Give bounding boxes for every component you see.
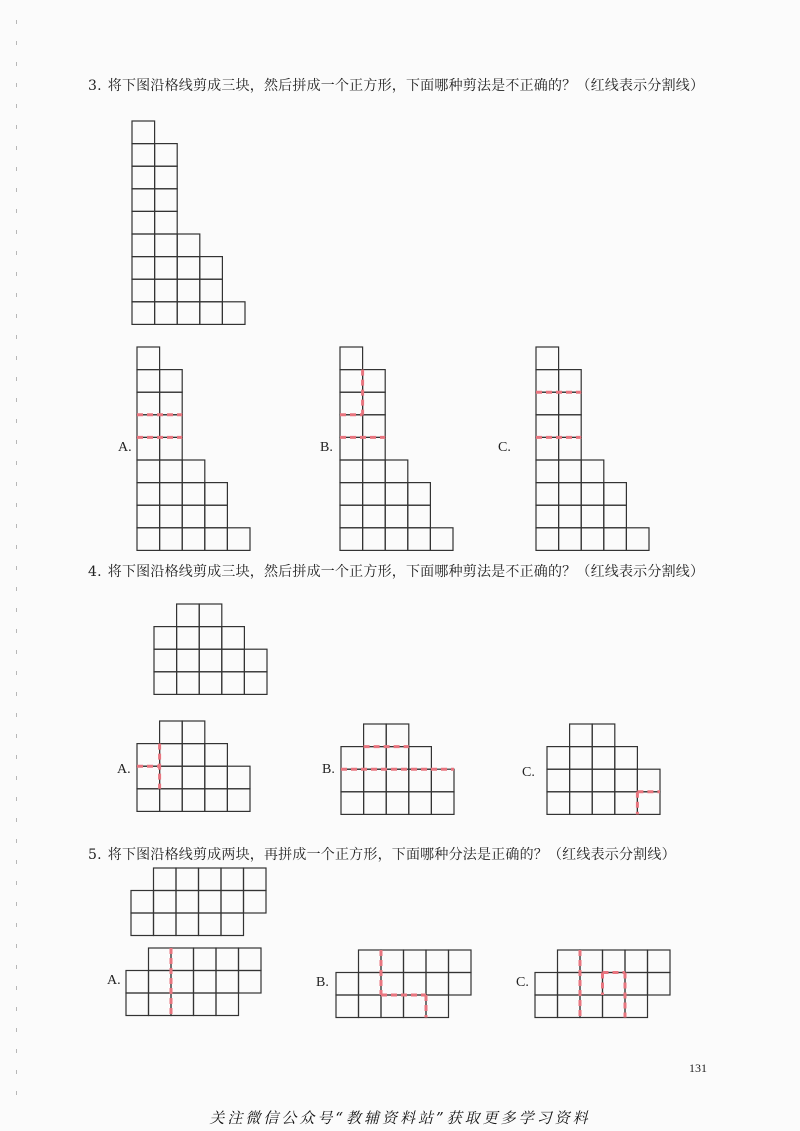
grid-cell <box>559 437 582 460</box>
grid-cell <box>176 868 199 891</box>
grid-cell <box>381 950 404 973</box>
grid-cell <box>132 257 155 280</box>
grid-cell <box>581 505 604 528</box>
grid-cell <box>604 483 627 506</box>
grid-cell <box>132 189 155 212</box>
grid-cell <box>126 971 149 994</box>
grid-cell <box>171 971 194 994</box>
grid-cell <box>408 505 431 528</box>
grid-cell <box>559 392 582 415</box>
grid-cell <box>149 993 172 1016</box>
grid-cell <box>426 973 449 996</box>
grid-cell <box>547 769 570 792</box>
grid-cell <box>182 460 205 483</box>
grid-cell <box>359 995 382 1018</box>
grid-cell <box>364 792 387 815</box>
q4-option-a-figure[interactable] <box>137 721 257 821</box>
grid-cell <box>558 973 581 996</box>
grid-cell <box>244 672 267 695</box>
grid-cell <box>431 769 454 792</box>
grid-cell <box>340 370 363 393</box>
grid-cell <box>177 627 200 650</box>
grid-cell <box>570 747 593 770</box>
grid-cell <box>547 747 570 770</box>
grid-cell <box>364 724 387 747</box>
grid-cell <box>137 437 160 460</box>
grid-cell <box>194 948 217 971</box>
grid-cell <box>132 279 155 302</box>
q5-option-c-label: C. <box>516 975 529 990</box>
grid-cell <box>182 505 205 528</box>
grid-cell <box>244 868 267 891</box>
q5-option-b-label: B. <box>316 975 329 990</box>
q3-main-figure <box>132 121 252 331</box>
grid-cell <box>536 483 559 506</box>
grid-cell <box>221 913 244 936</box>
grid-cell <box>182 483 205 506</box>
q3-option-a-label: A. <box>118 440 132 455</box>
question-5-text: 5. 将下图沿格线剪成两块，再拼成一个正方形，下面哪种分法是正确的？（红线表示分割线） <box>88 847 676 863</box>
grid-cell <box>363 528 386 551</box>
grid-cell <box>227 766 250 789</box>
grid-cell <box>535 995 558 1018</box>
grid-cell <box>363 415 386 438</box>
grid-cell <box>625 995 648 1018</box>
q5-option-b-figure[interactable] <box>336 950 476 1022</box>
grid-cell <box>132 144 155 167</box>
grid-cell <box>363 370 386 393</box>
grid-cell <box>171 948 194 971</box>
q3-option-b-label: B. <box>320 440 333 455</box>
grid-cell <box>559 415 582 438</box>
grid-cell <box>137 415 160 438</box>
grid-cell <box>340 415 363 438</box>
grid-cell <box>205 744 228 767</box>
grid-cell <box>126 993 149 1016</box>
grid-cell <box>137 505 160 528</box>
grid-cell <box>199 627 222 650</box>
grid-cell <box>154 913 177 936</box>
grid-cell <box>244 649 267 672</box>
grid-cell <box>536 415 559 438</box>
grid-cell <box>155 257 178 280</box>
grid-cell <box>177 649 200 672</box>
grid-cell <box>408 483 431 506</box>
grid-cell <box>536 528 559 551</box>
grid-cell <box>177 257 200 280</box>
grid-cell <box>364 769 387 792</box>
grid-cell <box>199 672 222 695</box>
grid-cell <box>155 189 178 212</box>
grid-cell <box>216 971 239 994</box>
q3-option-c-figure[interactable] <box>536 347 656 557</box>
grid-cell <box>603 950 626 973</box>
grid-cell <box>171 993 194 1016</box>
grid-cell <box>222 627 245 650</box>
grid-cell <box>199 868 222 891</box>
question-3-text: 3. 将下图沿格线剪成三块，然后拼成一个正方形，下面哪种剪法是不正确的？（红线表示分割线） <box>88 78 705 94</box>
grid-cell <box>244 891 267 914</box>
grid-cell <box>160 415 183 438</box>
grid-cell <box>200 302 223 325</box>
grid-cell <box>604 505 627 528</box>
grid-cell <box>155 144 178 167</box>
grid-cell <box>648 950 671 973</box>
grid-cell <box>559 483 582 506</box>
grid-cell <box>227 528 250 551</box>
grid-cell <box>227 789 250 812</box>
grid-cell <box>581 528 604 551</box>
grid-cell <box>199 891 222 914</box>
grid-cell <box>336 995 359 1018</box>
footer-note: 关注微信公众号“教辅资料站”获取更多学习资料 <box>209 1109 591 1127</box>
grid-cell <box>381 973 404 996</box>
grid-cell <box>385 528 408 551</box>
grid-cell <box>137 744 160 767</box>
grid-cell <box>637 769 660 792</box>
grid-cell <box>239 948 262 971</box>
grid-cell <box>536 505 559 528</box>
grid-cell <box>341 747 364 770</box>
grid-cell <box>160 370 183 393</box>
grid-cell <box>341 769 364 792</box>
grid-cell <box>559 370 582 393</box>
grid-cell <box>426 995 449 1018</box>
grid-cell <box>625 950 648 973</box>
grid-cell <box>426 950 449 973</box>
grid-cell <box>222 672 245 695</box>
grid-cell <box>160 744 183 767</box>
q4-main-figure <box>154 604 274 704</box>
q4-option-a-label: A. <box>117 762 131 777</box>
grid-cell <box>581 483 604 506</box>
grid-cell <box>160 460 183 483</box>
grid-cell <box>580 995 603 1018</box>
grid-cell <box>536 347 559 370</box>
grid-cell <box>176 891 199 914</box>
grid-cell <box>205 483 228 506</box>
grid-cell <box>536 392 559 415</box>
grid-cell <box>137 460 160 483</box>
grid-cell <box>160 789 183 812</box>
grid-cell <box>160 766 183 789</box>
grid-cell <box>340 437 363 460</box>
grid-cell <box>194 971 217 994</box>
grid-cell <box>340 528 363 551</box>
q5-option-a-figure[interactable] <box>126 948 266 1020</box>
grid-cell <box>408 528 431 551</box>
grid-cell <box>625 973 648 996</box>
grid-cell <box>177 604 200 627</box>
grid-cell <box>131 913 154 936</box>
grid-cell <box>149 948 172 971</box>
grid-cell <box>385 460 408 483</box>
grid-cell <box>570 769 593 792</box>
grid-cell <box>216 948 239 971</box>
grid-cell <box>603 973 626 996</box>
grid-cell <box>132 234 155 257</box>
grid-cell <box>648 973 671 996</box>
grid-cell <box>409 769 432 792</box>
grid-cell <box>155 234 178 257</box>
grid-cell <box>154 627 177 650</box>
grid-cell <box>137 370 160 393</box>
grid-cell <box>132 302 155 325</box>
grid-cell <box>626 528 649 551</box>
grid-cell <box>580 950 603 973</box>
grid-cell <box>364 747 387 770</box>
grid-cell <box>592 747 615 770</box>
grid-cell <box>222 302 245 325</box>
grid-cell <box>558 950 581 973</box>
q4-option-b-label: B. <box>322 762 335 777</box>
grid-cell <box>154 672 177 695</box>
grid-cell <box>160 528 183 551</box>
grid-cell <box>160 483 183 506</box>
grid-cell <box>386 724 409 747</box>
grid-cell <box>359 950 382 973</box>
q3-option-b-figure[interactable] <box>340 347 460 557</box>
q4-option-c-label: C. <box>522 765 535 780</box>
grid-cell <box>603 995 626 1018</box>
grid-cell <box>182 721 205 744</box>
grid-cell <box>154 649 177 672</box>
grid-cell <box>615 792 638 815</box>
grid-cell <box>615 769 638 792</box>
grid-cell <box>340 347 363 370</box>
grid-cell <box>336 973 359 996</box>
grid-cell <box>340 505 363 528</box>
grid-cell <box>200 257 223 280</box>
grid-cell <box>182 789 205 812</box>
grid-cell <box>160 392 183 415</box>
grid-cell <box>160 505 183 528</box>
grid-cell <box>154 891 177 914</box>
grid-cell <box>155 302 178 325</box>
grid-cell <box>363 437 386 460</box>
grid-cell <box>205 766 228 789</box>
grid-cell <box>137 528 160 551</box>
grid-cell <box>132 121 155 144</box>
grid-cell <box>155 211 178 234</box>
grid-cell <box>592 769 615 792</box>
grid-cell <box>200 279 223 302</box>
grid-cell <box>340 483 363 506</box>
grid-cell <box>177 279 200 302</box>
grid-cell <box>137 483 160 506</box>
grid-cell <box>177 672 200 695</box>
grid-cell <box>182 528 205 551</box>
grid-cell <box>430 528 453 551</box>
grid-cell <box>194 993 217 1016</box>
grid-cell <box>637 792 660 815</box>
grid-cell <box>199 913 222 936</box>
grid-cell <box>449 950 472 973</box>
grid-cell <box>160 437 183 460</box>
grid-cell <box>199 604 222 627</box>
grid-cell <box>409 747 432 770</box>
grid-cell <box>137 766 160 789</box>
grid-cell <box>341 792 364 815</box>
grid-cell <box>604 528 627 551</box>
grid-cell <box>177 234 200 257</box>
grid-cell <box>386 769 409 792</box>
page-number: 131 <box>689 1061 707 1075</box>
grid-cell <box>137 392 160 415</box>
grid-cell <box>385 505 408 528</box>
grid-cell <box>340 392 363 415</box>
grid-cell <box>404 973 427 996</box>
grid-cell <box>536 460 559 483</box>
grid-cell <box>359 973 382 996</box>
q3-option-c-label: C. <box>498 440 511 455</box>
grid-cell <box>205 505 228 528</box>
grid-cell <box>154 868 177 891</box>
q5-option-c-figure[interactable] <box>535 950 675 1022</box>
grid-cell <box>536 370 559 393</box>
grid-cell <box>385 483 408 506</box>
grid-cell <box>559 460 582 483</box>
grid-cell <box>149 971 172 994</box>
grid-cell <box>182 766 205 789</box>
grid-cell <box>132 166 155 189</box>
grid-cell <box>615 747 638 770</box>
grid-cell <box>177 302 200 325</box>
grid-cell <box>592 724 615 747</box>
q4-option-c-figure[interactable] <box>547 724 667 824</box>
grid-cell <box>205 528 228 551</box>
grid-cell <box>131 891 154 914</box>
grid-cell <box>205 789 228 812</box>
grid-cell <box>221 891 244 914</box>
grid-cell <box>137 347 160 370</box>
grid-cell <box>155 279 178 302</box>
grid-cell <box>570 724 593 747</box>
grid-cell <box>449 973 472 996</box>
grid-cell <box>547 792 570 815</box>
grid-cell <box>536 437 559 460</box>
grid-cell <box>570 792 593 815</box>
grid-cell <box>409 792 432 815</box>
grid-cell <box>363 460 386 483</box>
grid-cell <box>199 649 222 672</box>
grid-cell <box>239 971 262 994</box>
q4-option-b-figure[interactable] <box>341 724 461 824</box>
grid-cell <box>155 166 178 189</box>
grid-cell <box>386 792 409 815</box>
binding-marks <box>16 20 18 1100</box>
grid-cell <box>137 789 160 812</box>
q3-option-a-figure[interactable] <box>137 347 257 557</box>
grid-cell <box>404 950 427 973</box>
question-4-text: 4. 将下图沿格线剪成三块，然后拼成一个正方形，下面哪种剪法是不正确的？（红线表示分割线） <box>88 564 705 580</box>
q5-main-figure <box>131 868 271 940</box>
grid-cell <box>182 744 205 767</box>
grid-cell <box>132 211 155 234</box>
grid-cell <box>592 792 615 815</box>
grid-cell <box>363 505 386 528</box>
grid-cell <box>221 868 244 891</box>
grid-cell <box>381 995 404 1018</box>
grid-cell <box>580 973 603 996</box>
grid-cell <box>363 483 386 506</box>
grid-cell <box>558 995 581 1018</box>
grid-cell <box>535 973 558 996</box>
grid-cell <box>386 747 409 770</box>
grid-cell <box>431 792 454 815</box>
grid-cell <box>222 649 245 672</box>
grid-cell <box>363 392 386 415</box>
grid-cell <box>581 460 604 483</box>
grid-cell <box>176 913 199 936</box>
q5-option-a-label: A. <box>107 973 121 988</box>
grid-cell <box>160 721 183 744</box>
grid-cell <box>559 505 582 528</box>
grid-cell <box>340 460 363 483</box>
grid-cell <box>559 528 582 551</box>
grid-cell <box>216 993 239 1016</box>
grid-cell <box>404 995 427 1018</box>
